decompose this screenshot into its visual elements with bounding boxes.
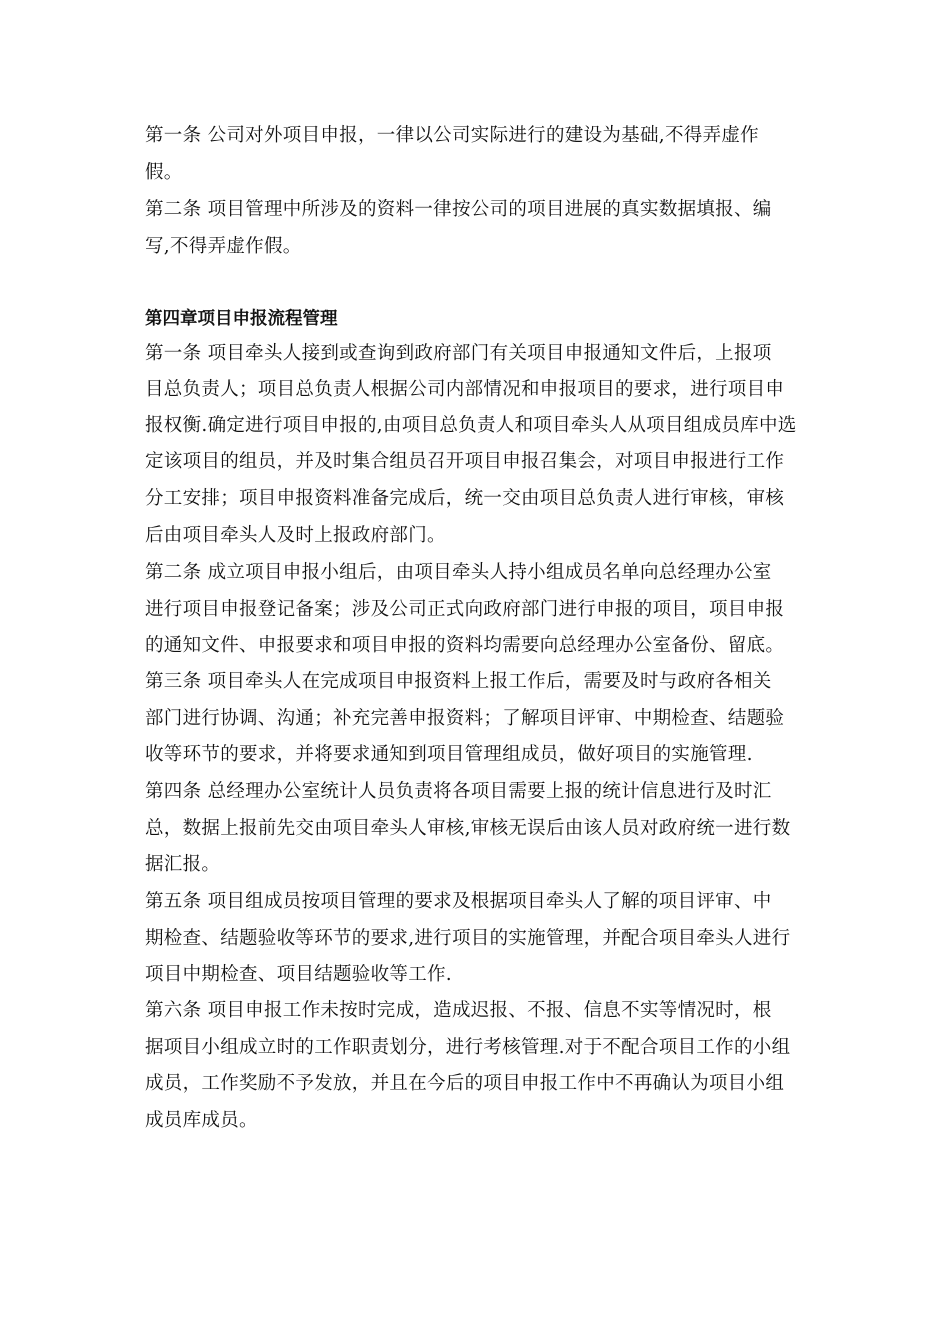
text-line: 据项目小组成立时的工作职责划分，进行考核管理.对于不配合项目工作的小组 <box>145 1037 791 1058</box>
text-line: 进行项目申报登记备案；涉及公司正式向政府部门进行申报的项目，项目申报 <box>145 599 785 620</box>
text-line: 第三条 项目牵头人在完成项目申报资料上报工作后，需要及时与政府各相关 <box>145 671 772 692</box>
text-line: 期检查、结题验收等环节的要求,进行项目的实施管理，并配合项目牵头人进行 <box>145 928 791 949</box>
text-line: 部门进行协调、沟通；补充完善申报资料；了解项目评审、中期检查、结题验 <box>145 708 785 729</box>
text-line: 收等环节的要求，并将要求通知到项目管理组成员，做好项目的实施管理. <box>145 744 753 765</box>
text-line: 后由项目牵头人及时上报政府部门。 <box>145 525 446 546</box>
text-line: 第四条 总经理办公室统计人员负责将各项目需要上报的统计信息进行及时汇 <box>145 781 772 802</box>
text-line: 项目中期检查、项目结题验收等工作. <box>145 964 452 985</box>
text-line: 第一条 公司对外项目申报，一律以公司实际进行的建设为基础,不得弄虚作 <box>145 125 759 146</box>
text-line: 成员，工作奖励不予发放，并且在今后的项目申报工作中不再确认为项目小组 <box>145 1073 785 1094</box>
text-line: 定该项目的组员，并及时集合组员召开项目申报召集会，对项目申报进行工作 <box>145 451 785 472</box>
text-line: 据汇报。 <box>145 854 221 875</box>
text-line: 第二条 成立项目申报小组后，由项目牵头人持小组成员名单向总经理办公室 <box>145 562 772 583</box>
text-line: 第一条 项目牵头人接到或查询到政府部门有关项目申报通知文件后，上报项 <box>145 343 772 364</box>
text-line: 第五条 项目组成员按项目管理的要求及根据项目牵头人了解的项目评审、中 <box>145 891 772 912</box>
chapter-heading: 第四章项目申报流程管理 <box>145 309 338 329</box>
text-line: 总，数据上报前先交由项目牵头人审核,审核无误后由该人员对政府统一进行数 <box>145 818 791 839</box>
text-line: 报权衡.确定进行项目申报的,由项目总负责人和项目牵头人从项目组成员库中选 <box>145 415 797 436</box>
text-line: 目总负责人；项目总负责人根据公司内部情况和申报项目的要求，进行项目申 <box>145 379 785 400</box>
text-line: 第六条 项目申报工作未按时完成，造成迟报、不报、信息不实等情况时，根 <box>145 1000 772 1021</box>
text-line: 的通知文件、申报要求和项目申报的资料均需要向总经理办公室备份、留底。 <box>145 635 785 656</box>
text-line: 假。 <box>145 162 183 183</box>
text-line: 成员库成员。 <box>145 1110 258 1131</box>
text-line: 写,不得弄虚作假。 <box>145 236 302 257</box>
text-line: 第二条 项目管理中所涉及的资料一律按公司的项目进展的真实数据填报、编 <box>145 199 772 220</box>
text-line: 分工安排；项目申报资料准备完成后，统一交由项目总负责人进行审核，审核 <box>145 488 785 509</box>
